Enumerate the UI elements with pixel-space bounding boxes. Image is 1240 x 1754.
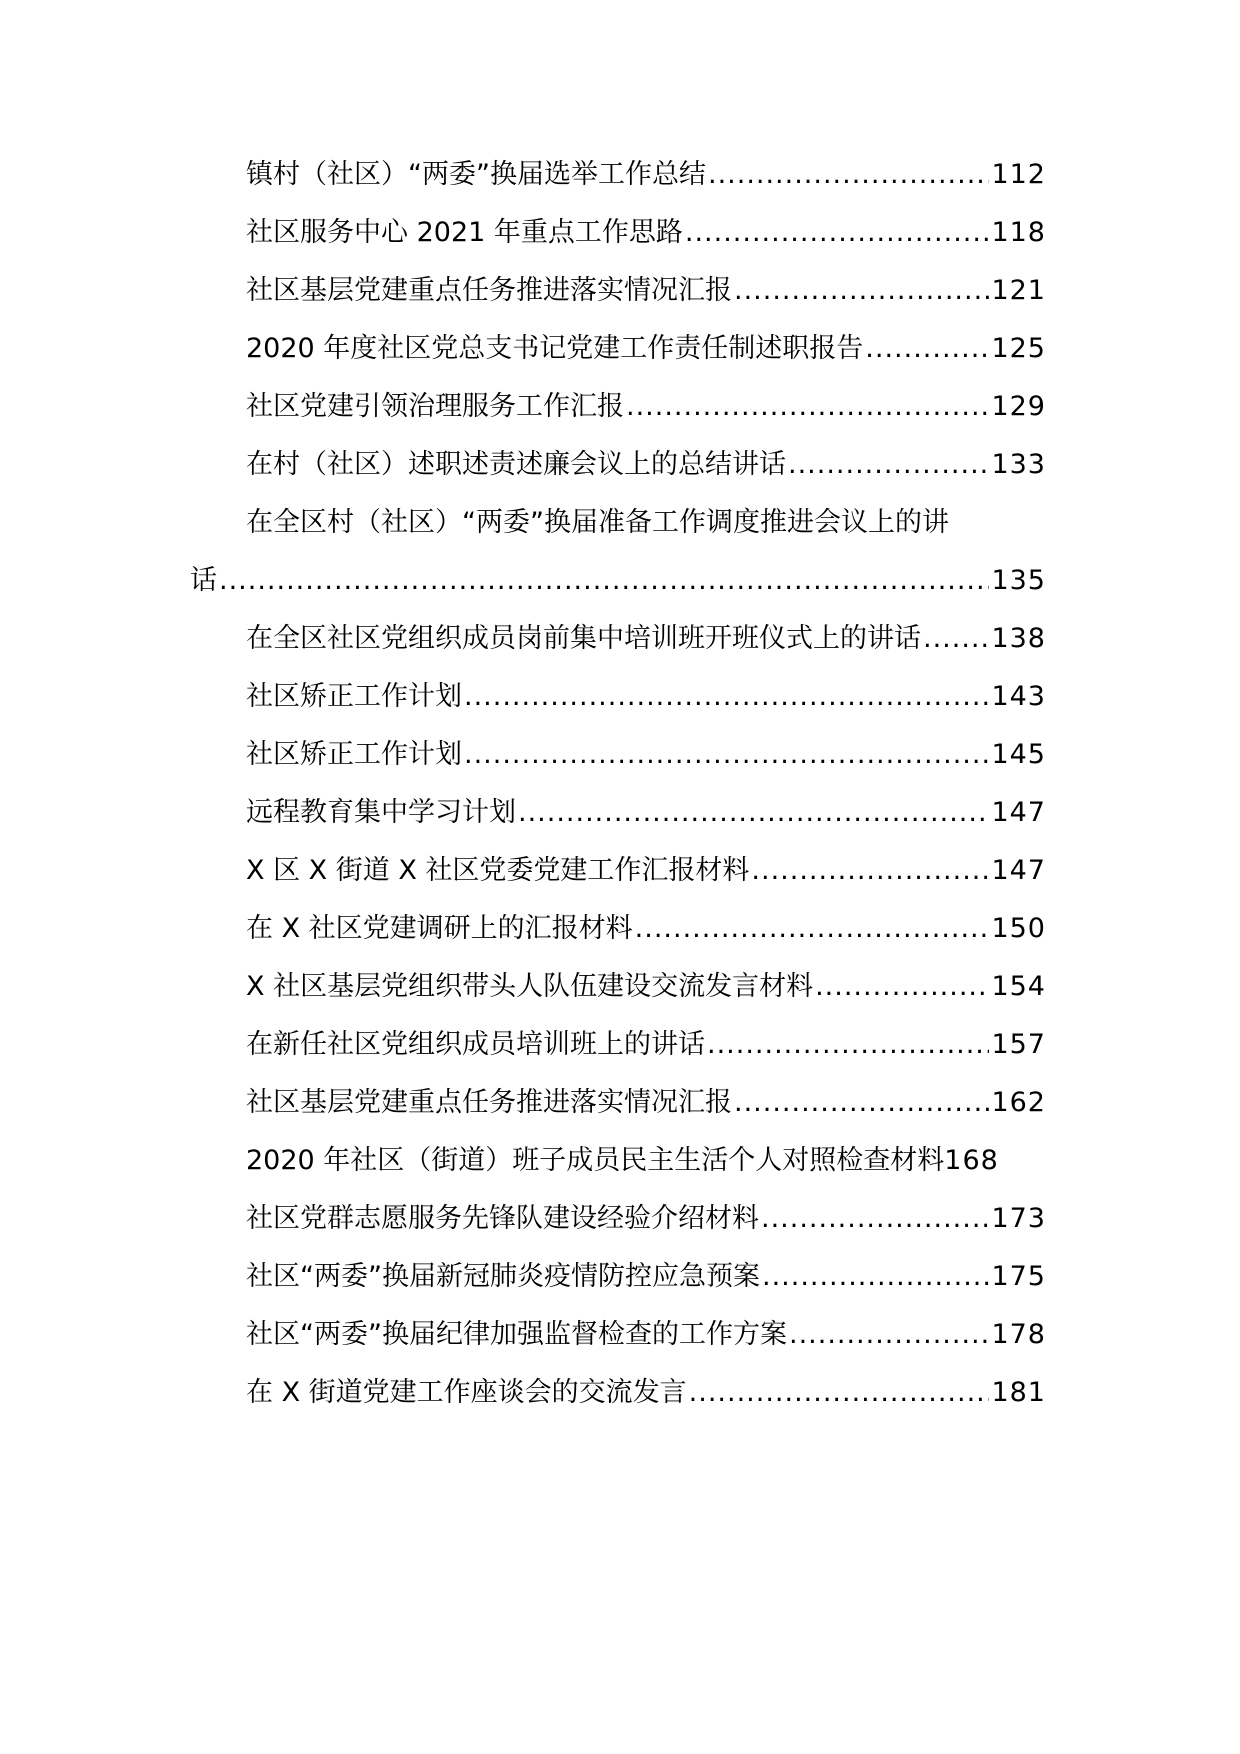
dot-leader xyxy=(751,846,989,896)
toc-entry-page: 173 xyxy=(991,1203,1046,1234)
toc-entry[interactable] xyxy=(246,1020,1046,1070)
toc-entry[interactable] xyxy=(246,324,1046,374)
toc-entry-title: 在村（社区）述职述责述廉会议上的总结讲话 xyxy=(246,449,786,480)
toc-entry-title: 社区“两委”换届纪律加强监督检查的工作方案 xyxy=(246,1319,787,1350)
dot-leader xyxy=(464,672,989,722)
dot-leader xyxy=(815,962,989,1012)
toc-entry-title-continued: 话 xyxy=(190,565,217,596)
toc-entry[interactable] xyxy=(246,440,1046,490)
dot-leader xyxy=(464,730,989,780)
toc-entry[interactable] xyxy=(246,208,1046,258)
toc-entry-page: 125 xyxy=(991,333,1046,364)
toc-entry[interactable] xyxy=(246,150,1046,200)
toc-entry[interactable] xyxy=(246,1368,1046,1418)
toc-entry-title: 社区服务中心 2021 年重点工作思路 xyxy=(246,217,683,248)
toc-entry-title: 在 X 社区党建调研上的汇报材料 xyxy=(246,913,633,944)
toc-entry-title: 在 X 街道党建工作座谈会的交流发言 xyxy=(246,1377,687,1408)
toc-entry-page: 157 xyxy=(991,1029,1046,1060)
toc-entry-page: 135 xyxy=(991,565,1046,596)
dot-leader xyxy=(626,382,989,432)
toc-entry-title: 2020 年社区（街道）班子成员民主生活个人对照检查材料 xyxy=(246,1145,945,1176)
toc-entry-page: 147 xyxy=(991,797,1046,828)
toc-entry-page: 154 xyxy=(991,971,1046,1002)
dot-leader xyxy=(734,266,989,316)
dot-leader xyxy=(923,614,989,664)
toc-entry-title: 镇村（社区）“两委”换届选举工作总结 xyxy=(246,159,706,190)
toc-entry[interactable] xyxy=(246,266,1046,316)
toc-entry-title: 在全区村（社区）“两委”换届准备工作调度推进会议上的讲 xyxy=(246,507,949,538)
dot-leader xyxy=(788,440,989,490)
toc-entry-title: X 社区基层党组织带头人队伍建设交流发言材料 xyxy=(246,971,814,1002)
toc-entry[interactable] xyxy=(246,846,1046,896)
toc-entry-page: 168 xyxy=(944,1145,999,1176)
dot-leader xyxy=(789,1310,989,1360)
toc-entry-page: 133 xyxy=(991,449,1046,480)
toc-entry[interactable] xyxy=(246,962,1046,1012)
toc-entry-title: 社区党建引领治理服务工作汇报 xyxy=(246,391,624,422)
toc-entry-title: X 区 X 街道 X 社区党委党建工作汇报材料 xyxy=(246,855,750,886)
toc-entry[interactable] xyxy=(246,1194,1046,1244)
toc-entry-page: 112 xyxy=(991,159,1046,190)
toc-entry-page: 138 xyxy=(991,623,1046,654)
dot-leader xyxy=(865,324,989,374)
toc-entry[interactable] xyxy=(246,1252,1046,1302)
toc-entry[interactable] xyxy=(246,788,1046,838)
dot-leader xyxy=(707,1020,989,1070)
dot-leader xyxy=(635,904,990,954)
toc-entry[interactable] xyxy=(246,730,1046,780)
toc-entry[interactable] xyxy=(246,1310,1046,1360)
dot-leader xyxy=(734,1078,989,1128)
toc-entry-title: 社区基层党建重点任务推进落实情况汇报 xyxy=(246,1087,732,1118)
toc-entry-page: 129 xyxy=(991,391,1046,422)
toc-entry-title: 2020 年度社区党总支书记党建工作责任制述职报告 xyxy=(246,333,864,364)
toc-entry-page: 147 xyxy=(991,855,1046,886)
toc-entry[interactable] xyxy=(246,1078,1046,1128)
toc-entry-title: 社区基层党建重点任务推进落实情况汇报 xyxy=(246,275,732,306)
toc-entry[interactable] xyxy=(246,614,1046,664)
toc-entry-title: 社区党群志愿服务先锋队建设经验介绍材料 xyxy=(246,1203,759,1234)
toc-entry[interactable] xyxy=(246,498,1046,548)
toc-entry-title: 社区“两委”换届新冠肺炎疫情防控应急预案 xyxy=(246,1261,760,1292)
dot-leader xyxy=(708,150,989,200)
toc-entry-page: 162 xyxy=(991,1087,1046,1118)
toc-entry-page: 175 xyxy=(991,1261,1046,1292)
toc-entry-page: 121 xyxy=(991,275,1046,306)
toc-entry-title: 远程教育集中学习计划 xyxy=(246,797,516,828)
toc-entry-page: 181 xyxy=(991,1377,1046,1408)
toc-entry-page: 178 xyxy=(991,1319,1046,1350)
toc-entry[interactable] xyxy=(246,904,1046,954)
toc-entry-page: 150 xyxy=(991,913,1046,944)
dot-leader xyxy=(219,556,989,606)
toc-entry[interactable] xyxy=(246,382,1046,432)
dot-leader xyxy=(685,208,990,258)
toc-entry-title: 社区矫正工作计划 xyxy=(246,681,462,712)
dot-leader xyxy=(689,1368,990,1418)
toc-entry-page: 143 xyxy=(991,681,1046,712)
toc-entry-page: 145 xyxy=(991,739,1046,770)
toc-entry-title: 社区矫正工作计划 xyxy=(246,739,462,770)
dot-leader xyxy=(762,1252,989,1302)
toc-entry-continuation[interactable] xyxy=(190,556,1046,606)
toc-entry-title: 在新任社区党组织成员培训班上的讲话 xyxy=(246,1029,705,1060)
toc-entry-title: 在全区社区党组织成员岗前集中培训班开班仪式上的讲话 xyxy=(246,623,921,654)
dot-leader xyxy=(761,1194,989,1244)
toc-entry[interactable] xyxy=(246,672,1046,722)
dot-leader xyxy=(518,788,989,838)
toc-entry-page: 118 xyxy=(991,217,1046,248)
toc-entry[interactable] xyxy=(246,1136,1046,1186)
